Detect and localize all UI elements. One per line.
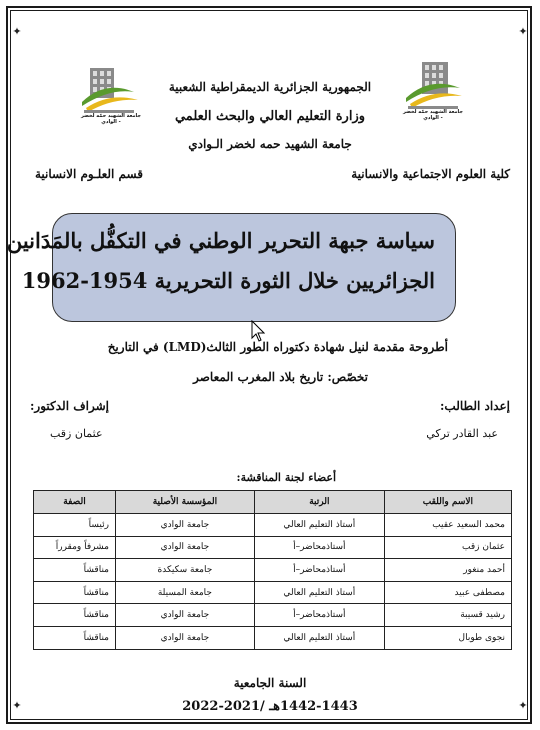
cell-role: مناقشاً <box>34 604 116 627</box>
specialization: تخصّص: تاريخ بلاد المغرب المعاصر <box>193 370 368 384</box>
table-row <box>34 559 512 582</box>
student-label: إعداد الطالب: <box>439 399 510 413</box>
cell-role: مشرفاً ومقرراً <box>34 536 116 559</box>
cell-institution: جامعة الوادي <box>115 604 254 627</box>
faculty-name: كلية العلوم الاجتماعية والانسانية <box>351 167 510 181</box>
cell-rank: أستاذمحاضر–أ <box>254 559 384 582</box>
committee-table <box>33 490 512 650</box>
column-header-name: الاسم واللقب <box>384 491 511 514</box>
column-header-role: الصفة <box>34 491 116 514</box>
cell-name: محمد السعيد عقيب <box>384 514 511 537</box>
table-row <box>34 604 512 627</box>
cell-institution: جامعة الوادي <box>115 536 254 559</box>
column-header-institution: المؤسسة الأصلية <box>115 491 254 514</box>
cell-name: أحمد منغور <box>384 559 511 582</box>
cell-rank: أستاذ التعليم العالي <box>254 514 384 537</box>
academic-year-label: السنة الجامعية <box>233 676 307 690</box>
thesis-title-line-2: الجزائريين خلال الثورة التحريرية 1954-1962 <box>21 268 435 293</box>
supervisor-name: عثمان زقب <box>50 427 103 440</box>
ministry-name: وزارة التعليم العالي والبحث العلمي <box>174 109 366 124</box>
logo-caption-right: جامعة الشهيد حمّه لخضر - الوادي <box>402 109 464 121</box>
corner-ornament-top-right: ✦ <box>518 25 528 38</box>
cell-name: نجوى طوبال <box>384 626 511 649</box>
corner-ornament-top-left: ✦ <box>12 25 22 38</box>
thesis-degree-note: أطروحة مقدمة لنيل شهادة دكتوراه الطور الثالث(LMD) في التاريخ <box>107 340 448 354</box>
committee-heading: أعضاء لجنة المناقشة: <box>236 471 336 484</box>
cell-institution: جامعة سكيكدة <box>115 559 254 582</box>
cell-role: رئيساً <box>34 514 116 537</box>
thesis-title-line-1: سياسة جبهة التحرير الوطني في التكفُّل بالمَدَانين <box>6 228 435 253</box>
cell-rank: أستاذمحاضر–أ <box>254 604 384 627</box>
cell-role: مناقشاً <box>34 581 116 604</box>
cell-rank: أستاذ التعليم العالي <box>254 581 384 604</box>
corner-ornament-bottom-left: ✦ <box>12 699 22 712</box>
logo-caption-left: جامعة الشهيد حمّه لخضر - الوادي <box>80 113 142 125</box>
thesis-title-box <box>6 213 456 322</box>
department-name: قسم العلـوم الانسانية <box>35 167 143 181</box>
academic-year-value: 1442-1443هـ /2021-2022 <box>182 699 358 714</box>
cell-rank: أستاذ التعليم العالي <box>254 626 384 649</box>
corner-ornament-bottom-right: ✦ <box>518 699 528 712</box>
cell-institution: جامعة الوادي <box>115 514 254 537</box>
table-row <box>34 514 512 537</box>
cell-name: مصطفى عبيد <box>384 581 511 604</box>
cell-rank: أستاذمحاضر–أ <box>254 536 384 559</box>
cell-institution: جامعة الوادي <box>115 626 254 649</box>
student-name: عبد القادر تركي <box>426 427 498 440</box>
table-row <box>34 536 512 559</box>
column-header-rank: الرتبة <box>254 491 384 514</box>
supervisor-label: إشراف الدكتور: <box>30 399 110 413</box>
committee-table-header <box>34 491 512 514</box>
university-name: جامعة الشهيد حمه لخضر الـوادي <box>188 137 352 151</box>
cell-name: رشيد قسيبة <box>384 604 511 627</box>
cell-name: عثمان زقب <box>384 536 511 559</box>
cell-institution: جامعة المسيلة <box>115 581 254 604</box>
table-row <box>34 581 512 604</box>
table-row <box>34 626 512 649</box>
cell-role: مناقشاً <box>34 559 116 582</box>
republic-name: الجمهورية الجزائرية الديمقراطية الشعبية <box>168 80 372 94</box>
cell-role: مناقشاً <box>34 626 116 649</box>
